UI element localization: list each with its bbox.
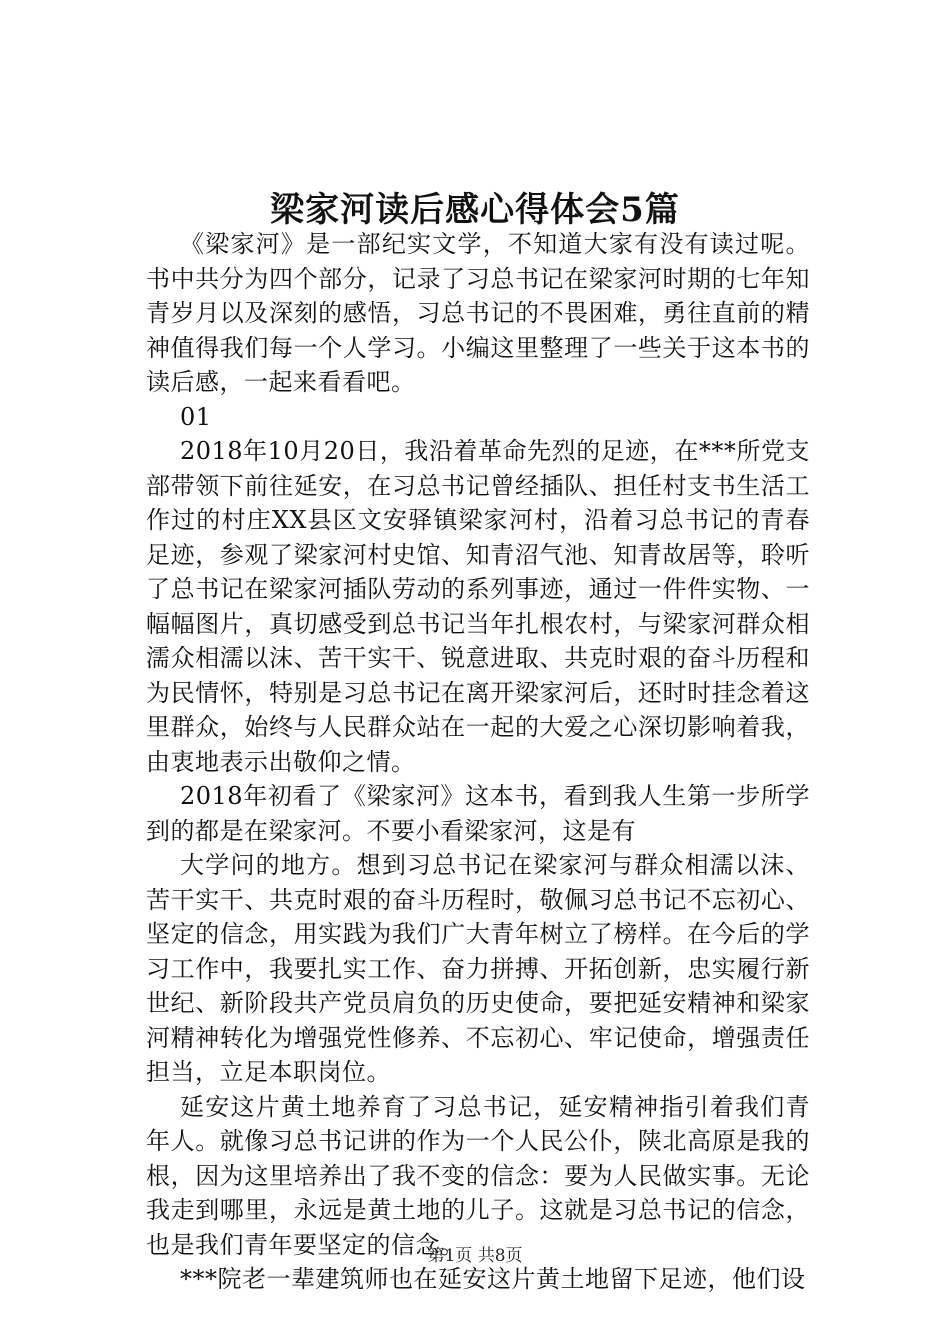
document-body [146, 227, 810, 1297]
paragraph-yanan: 延安这片黄土地养育了习总书记，延安精神指引着我们青年人。就像习总书记讲的作为一个人民公仆，陕北高原是我的根，因为这里培养出了我不变的信念：要为人民做实事。无论我走到哪里，永远是黄土地的儿子。这就是习总书记的信念，也是我们青年要坚定的信念。 [146, 1092, 810, 1259]
paragraph-architects: ***院老一辈建筑师也在延安这片黄土地留下足迹，他们设 [180, 1265, 806, 1293]
section-number: 01 [180, 402, 212, 431]
paragraph-visit: 2018年10月20日，我沿着革命先烈的足迹，在***所党支部带领下前往延安，在习总书记曾经插队、担任村支书生活工作过的村庄XX县区文安驿镇梁家河村，沿着习总书记的青春足迹，参观了梁家河村史馆、知青沼气池、知青故居等，聆听了总书记在梁家河插队劳动的系列事迹，通过一件件实物、一幅幅图片，真切感受到总书记当年扎根农村，与梁家河群众相濡众相濡以沫、苦干实干、锐意进取、共克时艰的奋斗历程和为民情怀，特别是习总书记在离开梁家河后，还时时挂念着这里群众，始终与人民群众站在一起的大爱之心深切影响着我，由衷地表示出敬仰之情。 [146, 437, 810, 776]
paragraph-learning: 大学问的地方。想到习总书记在梁家河与群众相濡以沫、苦干实干、共克时艰的奋斗历程时，敬佩习总书记不忘初心、坚定的信念，用实践为我们广大青年树立了榜样。在今后的学习工作中，我要扎实工作、奋力拼搏、开拓创新，忠实履行新世纪、新阶段共产党员肩负的历史使命，要把延安精神和梁家河精神转化为增强党性修养、不忘初心、牢记使命，增强责任担当，立足本职岗位。 [146, 851, 810, 1086]
document-title: 梁家河读后感心得体会5篇 [270, 190, 680, 230]
paragraph-reading: 2018年初看了《梁家河》这本书，看到我人生第一步所学到的都是在梁家河。不要小看梁家河，这是有 [146, 782, 810, 845]
page-footer: 第1页 共8页 [427, 1246, 523, 1266]
paragraph-intro: 《梁家河》是一部纪实文学，不知道大家有没有读过呢。书中共分为四个部分，记录了习总书记在梁家河时期的七年知青岁月以及深刻的感悟，习总书记的不畏困难，勇往直前的精神值得我们每一个人学习。小编这里整理了一些关于这本书的读后感，一起来看看吧。 [146, 230, 810, 396]
